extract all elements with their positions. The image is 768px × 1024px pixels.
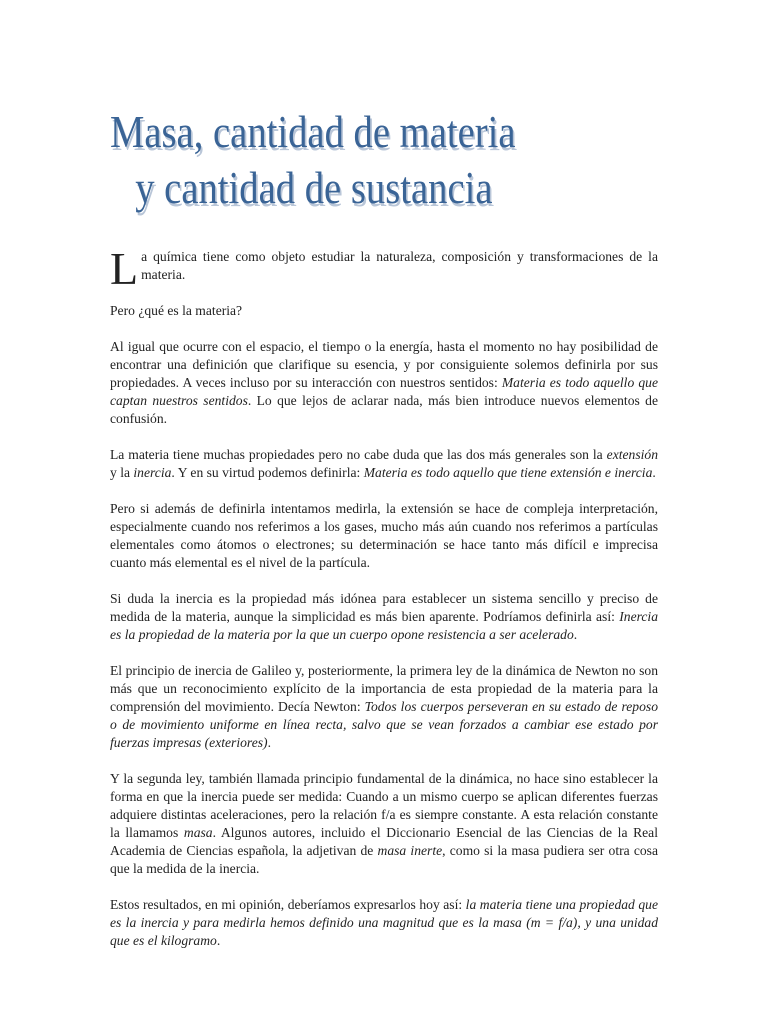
paragraph-8-text-2: . Algunos autores, incluido el Diccionario Esencial de las Ciencias de la Real Academia de Ciencias española, la adjetivan de xyxy=(110,825,658,858)
paragraph-8 xyxy=(110,770,658,878)
paragraph-7-text-1: El principio de inercia de Galileo y, posteriormente, la primera ley de la dinámica de Newton no son más que un reconocimiento explícito de la importancia de esta propiedad de la materia para la comprensión del movimiento. Decía Newton: xyxy=(110,663,658,714)
paragraph-9-text-1: Estos resultados, en mi opinión, deberíamos expresarlos hoy así: xyxy=(110,897,466,912)
title-line-1: Masa, cantidad de materia xyxy=(110,106,516,157)
paragraph-7-text-2: . xyxy=(267,735,271,750)
drop-cap: L xyxy=(110,243,139,294)
body-text xyxy=(110,243,659,968)
paragraph-6-text-1: Si duda la inercia es la propiedad más idónea para establecer un sistema sencillo y preciso de medida de la materia, aunque la simplicidad es más bien aparente. Podríamos definirla así: xyxy=(110,591,658,624)
paragraph-6-text-2: . xyxy=(573,627,578,642)
paragraph-3 xyxy=(110,338,658,428)
paragraph-3-italic-1: Materia es todo aquello que captan nuestros sentidos xyxy=(110,375,658,408)
paragraph-8-text-3: , como si la masa pudiera ser otra cosa que la medida de la inercia. xyxy=(110,843,659,876)
paragraph-4-text-2: y la xyxy=(110,465,134,480)
paragraph-9 xyxy=(110,896,658,950)
paragraph-7-italic-1: Todos los cuerpos perseveran en su estado de reposo o de movimiento uniforme en línea recta, salvo que se vean forzados a cambiar ese estado por fuerzas impresas (exteriores) xyxy=(110,699,658,750)
paragraph-5: Pero si además de definirla intentamos medirla, la extensión se hace de compleja interpretación, especialmente cuando nos referimos a los gases, mucho más aún cuando nos referimos a partículas elementales como átomos o electrones; su determinación se hace tanto más difícil e imprecisa cuanto más elemental es el nivel de la partícula. xyxy=(110,501,658,570)
page-title xyxy=(110,104,516,216)
paragraph-4 xyxy=(110,446,658,482)
title-line-2: y cantidad de sustancia xyxy=(135,162,493,213)
paragraph-4-italic-2: inercia xyxy=(133,465,172,480)
paragraph-4-italic-1: extensión xyxy=(606,447,658,462)
paragraph-9-italic-1: la materia tiene una propiedad que es la inercia y para medirla hemos definido una magnitud que es la masa (m = f/a), y una unidad que es el kilogramo xyxy=(110,897,658,948)
paragraph-3-text-1: Al igual que ocurre con el espacio, el tiempo o la energía, hasta el momento no hay posibilidad de encontrar una definición que clarifique su esencia, y por consiguiente solemos definirla por sus propiedades. A veces incluso por su interacción con nuestros sentidos: xyxy=(110,339,658,390)
paragraph-3-text-2: . Lo que lejos de aclarar nada, más bien introduce nuevos elementos de confusión. xyxy=(110,393,658,426)
paragraph-9-text-2: . xyxy=(216,933,221,948)
paragraph-1 xyxy=(110,243,658,294)
paragraph-1-text: a química tiene como objeto estudiar la naturaleza, composición y transformaciones de la materia. xyxy=(141,249,658,282)
paragraph-2: Pero ¿qué es la materia? xyxy=(110,303,243,318)
paragraph-4-text-1: La materia tiene muchas propiedades pero no cabe duda que las dos más generales son la xyxy=(110,447,607,462)
paragraph-4-text-4: . xyxy=(652,465,656,480)
paragraph-4-italic-3: Materia es todo aquello que tiene extensión e inercia xyxy=(363,465,653,480)
paragraph-6 xyxy=(110,590,658,644)
paragraph-4-text-3: . Y en su virtud podemos definirla: xyxy=(171,465,364,480)
paragraph-7 xyxy=(110,662,658,752)
paragraph-8-italic-2: masa inerte xyxy=(377,843,443,858)
paragraph-8-text-1: Y la segunda ley, también llamada principio fundamental de la dinámica, no hace sino establecer la forma en que la inercia puede ser medida: Cuando a un mismo cuerpo se aplican diferentes fuerzas adquiere distintas aceleraciones, pero la relación f/a es siempre constante. A esta relación constante la llamamos xyxy=(110,771,658,840)
paragraph-8-italic-1: masa xyxy=(183,825,213,840)
paragraph-6-italic-1: Inercia es la propiedad de la materia por la que un cuerpo opone resistencia a ser acelerado xyxy=(110,609,658,642)
